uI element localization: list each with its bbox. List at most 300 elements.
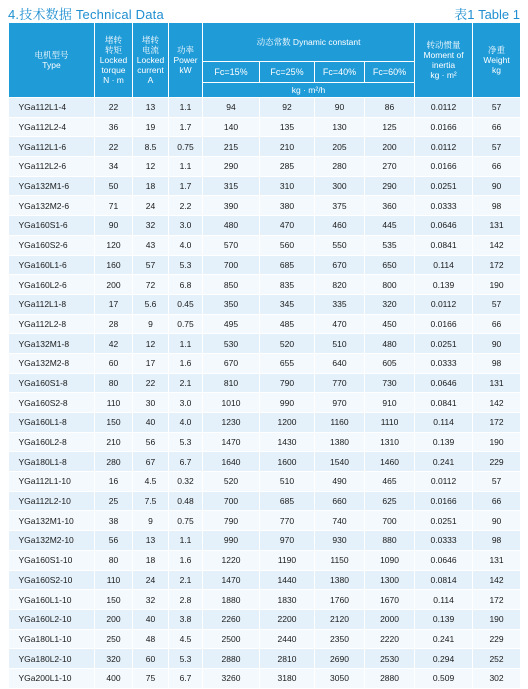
cell-type: YGa132M2-6 bbox=[9, 196, 95, 216]
cell-locked-torque: 25 bbox=[95, 491, 133, 511]
cell-locked-torque: 150 bbox=[95, 590, 133, 610]
cell-type: YGa160L1-10 bbox=[9, 590, 95, 610]
cell-moment-of-inertia: 0.0646 bbox=[415, 373, 473, 393]
cell-fc-40: 1150 bbox=[315, 550, 365, 570]
cell-locked-current: 17 bbox=[133, 353, 169, 373]
cell-fc-60: 625 bbox=[365, 491, 415, 511]
cell-fc-25: 2440 bbox=[260, 629, 315, 649]
cell-fc-15: 495 bbox=[203, 314, 260, 334]
cell-fc-15: 1220 bbox=[203, 550, 260, 570]
cell-fc-60: 320 bbox=[365, 294, 415, 314]
cell-fc-15: 520 bbox=[203, 472, 260, 492]
table-row bbox=[9, 452, 521, 472]
cell-weight: 190 bbox=[473, 432, 521, 452]
cell-locked-current: 24 bbox=[133, 570, 169, 590]
cell-locked-torque: 280 bbox=[95, 452, 133, 472]
cell-fc-25: 92 bbox=[260, 98, 315, 118]
cell-power: 6.8 bbox=[169, 275, 203, 295]
cell-locked-current: 13 bbox=[133, 531, 169, 551]
table-row bbox=[9, 334, 521, 354]
cell-fc-40: 470 bbox=[315, 314, 365, 334]
cell-type: YGa132M1-10 bbox=[9, 511, 95, 531]
cell-type: YGa160L2-10 bbox=[9, 609, 95, 629]
cell-fc-60: 700 bbox=[365, 511, 415, 531]
cell-locked-torque: 200 bbox=[95, 275, 133, 295]
cell-power: 1.1 bbox=[169, 531, 203, 551]
cell-fc-40: 660 bbox=[315, 491, 365, 511]
cell-power: 5.3 bbox=[169, 649, 203, 669]
cell-moment-of-inertia: 0.0251 bbox=[415, 176, 473, 196]
table-row bbox=[9, 275, 521, 295]
cell-locked-torque: 200 bbox=[95, 609, 133, 629]
cell-locked-current: 40 bbox=[133, 413, 169, 433]
cell-fc-25: 685 bbox=[260, 491, 315, 511]
cell-fc-15: 700 bbox=[203, 255, 260, 275]
table-row bbox=[9, 314, 521, 334]
cell-power: 4.0 bbox=[169, 413, 203, 433]
cell-locked-current: 9 bbox=[133, 511, 169, 531]
cell-fc-15: 530 bbox=[203, 334, 260, 354]
cell-moment-of-inertia: 0.509 bbox=[415, 668, 473, 688]
table-row bbox=[9, 137, 521, 157]
cell-type: YGa160L1-8 bbox=[9, 413, 95, 433]
cell-power: 5.3 bbox=[169, 255, 203, 275]
cell-fc-40: 280 bbox=[315, 157, 365, 177]
cell-locked-torque: 22 bbox=[95, 137, 133, 157]
cell-type: YGa132M1-6 bbox=[9, 176, 95, 196]
table-row bbox=[9, 629, 521, 649]
cell-locked-current: 32 bbox=[133, 216, 169, 236]
cell-locked-current: 4.5 bbox=[133, 472, 169, 492]
cell-power: 1.7 bbox=[169, 176, 203, 196]
cell-locked-current: 67 bbox=[133, 452, 169, 472]
cell-power: 1.7 bbox=[169, 117, 203, 137]
cell-weight: 142 bbox=[473, 235, 521, 255]
cell-fc-25: 1430 bbox=[260, 432, 315, 452]
cell-locked-current: 13 bbox=[133, 98, 169, 118]
cell-locked-current: 75 bbox=[133, 668, 169, 688]
cell-fc-40: 2350 bbox=[315, 629, 365, 649]
cell-fc-40: 740 bbox=[315, 511, 365, 531]
cell-fc-60: 880 bbox=[365, 531, 415, 551]
table-row bbox=[9, 176, 521, 196]
cell-fc-60: 445 bbox=[365, 216, 415, 236]
header-locked-torque: 堵转 转矩 Locked torque N · m bbox=[95, 23, 133, 98]
cell-fc-40: 1540 bbox=[315, 452, 365, 472]
cell-weight: 57 bbox=[473, 472, 521, 492]
cell-fc-15: 1010 bbox=[203, 393, 260, 413]
cell-type: YGa160S2-8 bbox=[9, 393, 95, 413]
cell-fc-40: 930 bbox=[315, 531, 365, 551]
table-row bbox=[9, 491, 521, 511]
cell-moment-of-inertia: 0.0166 bbox=[415, 314, 473, 334]
cell-locked-torque: 71 bbox=[95, 196, 133, 216]
cell-locked-current: 8.5 bbox=[133, 137, 169, 157]
table-row bbox=[9, 294, 521, 314]
cell-locked-torque: 38 bbox=[95, 511, 133, 531]
cell-fc-25: 345 bbox=[260, 294, 315, 314]
cell-weight: 66 bbox=[473, 491, 521, 511]
cell-moment-of-inertia: 0.0112 bbox=[415, 294, 473, 314]
cell-fc-60: 800 bbox=[365, 275, 415, 295]
cell-type: YGa180L1-8 bbox=[9, 452, 95, 472]
cell-locked-torque: 80 bbox=[95, 373, 133, 393]
cell-fc-40: 2120 bbox=[315, 609, 365, 629]
cell-moment-of-inertia: 0.139 bbox=[415, 609, 473, 629]
cell-weight: 66 bbox=[473, 117, 521, 137]
cell-fc-15: 2260 bbox=[203, 609, 260, 629]
cell-fc-60: 535 bbox=[365, 235, 415, 255]
cell-fc-40: 510 bbox=[315, 334, 365, 354]
cell-weight: 302 bbox=[473, 668, 521, 688]
cell-type: YGa112L2-10 bbox=[9, 491, 95, 511]
table-row bbox=[9, 531, 521, 551]
cell-fc-25: 655 bbox=[260, 353, 315, 373]
cell-fc-60: 1310 bbox=[365, 432, 415, 452]
cell-locked-current: 32 bbox=[133, 590, 169, 610]
cell-fc-40: 1380 bbox=[315, 432, 365, 452]
cell-moment-of-inertia: 0.114 bbox=[415, 413, 473, 433]
cell-power: 1.1 bbox=[169, 334, 203, 354]
cell-fc-40: 375 bbox=[315, 196, 365, 216]
cell-fc-40: 1760 bbox=[315, 590, 365, 610]
cell-locked-torque: 28 bbox=[95, 314, 133, 334]
cell-fc-60: 2220 bbox=[365, 629, 415, 649]
cell-fc-15: 850 bbox=[203, 275, 260, 295]
cell-type: YGa160S1-10 bbox=[9, 550, 95, 570]
cell-fc-15: 1470 bbox=[203, 432, 260, 452]
cell-moment-of-inertia: 0.0333 bbox=[415, 353, 473, 373]
cell-moment-of-inertia: 0.0112 bbox=[415, 137, 473, 157]
cell-fc-60: 910 bbox=[365, 393, 415, 413]
cell-locked-torque: 250 bbox=[95, 629, 133, 649]
cell-fc-25: 1200 bbox=[260, 413, 315, 433]
cell-type: YGa160S1-8 bbox=[9, 373, 95, 393]
cell-power: 0.75 bbox=[169, 137, 203, 157]
cell-type: YGa160S2-6 bbox=[9, 235, 95, 255]
cell-fc-15: 2500 bbox=[203, 629, 260, 649]
cell-locked-current: 60 bbox=[133, 649, 169, 669]
table-row bbox=[9, 393, 521, 413]
cell-type: YGa160L1-6 bbox=[9, 255, 95, 275]
cell-fc-25: 470 bbox=[260, 216, 315, 236]
cell-fc-15: 140 bbox=[203, 117, 260, 137]
cell-power: 0.75 bbox=[169, 511, 203, 531]
title-bar bbox=[8, 0, 520, 22]
cell-fc-15: 670 bbox=[203, 353, 260, 373]
cell-power: 1.1 bbox=[169, 157, 203, 177]
table-row bbox=[9, 649, 521, 669]
cell-moment-of-inertia: 0.241 bbox=[415, 629, 473, 649]
cell-locked-torque: 90 bbox=[95, 216, 133, 236]
header-fc-15: Fc=15% bbox=[203, 62, 260, 83]
table-row bbox=[9, 432, 521, 452]
cell-fc-15: 94 bbox=[203, 98, 260, 118]
cell-type: YGa160L2-8 bbox=[9, 432, 95, 452]
cell-locked-current: 57 bbox=[133, 255, 169, 275]
cell-fc-60: 1090 bbox=[365, 550, 415, 570]
cell-fc-60: 270 bbox=[365, 157, 415, 177]
cell-locked-current: 40 bbox=[133, 609, 169, 629]
cell-locked-current: 18 bbox=[133, 550, 169, 570]
cell-fc-60: 480 bbox=[365, 334, 415, 354]
cell-fc-15: 290 bbox=[203, 157, 260, 177]
cell-type: YGa180L1-10 bbox=[9, 629, 95, 649]
table-body bbox=[9, 98, 521, 689]
cell-moment-of-inertia: 0.139 bbox=[415, 275, 473, 295]
cell-fc-40: 90 bbox=[315, 98, 365, 118]
cell-weight: 142 bbox=[473, 393, 521, 413]
cell-locked-current: 19 bbox=[133, 117, 169, 137]
cell-fc-25: 520 bbox=[260, 334, 315, 354]
cell-locked-current: 12 bbox=[133, 334, 169, 354]
table-row bbox=[9, 235, 521, 255]
cell-weight: 90 bbox=[473, 334, 521, 354]
cell-fc-40: 3050 bbox=[315, 668, 365, 688]
cell-type: YGa132M2-10 bbox=[9, 531, 95, 551]
cell-weight: 131 bbox=[473, 550, 521, 570]
cell-locked-current: 72 bbox=[133, 275, 169, 295]
cell-locked-current: 24 bbox=[133, 196, 169, 216]
cell-moment-of-inertia: 0.0841 bbox=[415, 393, 473, 413]
cell-fc-60: 2880 bbox=[365, 668, 415, 688]
cell-weight: 172 bbox=[473, 255, 521, 275]
cell-fc-40: 640 bbox=[315, 353, 365, 373]
cell-type: YGa112L1-10 bbox=[9, 472, 95, 492]
cell-fc-60: 650 bbox=[365, 255, 415, 275]
cell-fc-25: 1190 bbox=[260, 550, 315, 570]
cell-fc-40: 2690 bbox=[315, 649, 365, 669]
cell-moment-of-inertia: 0.139 bbox=[415, 432, 473, 452]
cell-power: 1.6 bbox=[169, 353, 203, 373]
cell-fc-40: 820 bbox=[315, 275, 365, 295]
cell-fc-25: 1440 bbox=[260, 570, 315, 590]
cell-moment-of-inertia: 0.241 bbox=[415, 452, 473, 472]
cell-power: 1.1 bbox=[169, 98, 203, 118]
cell-locked-torque: 56 bbox=[95, 531, 133, 551]
cell-fc-15: 480 bbox=[203, 216, 260, 236]
header-dynamic-unit: kg · m²/h bbox=[203, 83, 415, 98]
cell-fc-15: 390 bbox=[203, 196, 260, 216]
cell-fc-25: 2810 bbox=[260, 649, 315, 669]
cell-weight: 57 bbox=[473, 98, 521, 118]
cell-fc-15: 700 bbox=[203, 491, 260, 511]
table-row bbox=[9, 196, 521, 216]
cell-fc-25: 2200 bbox=[260, 609, 315, 629]
cell-fc-60: 2000 bbox=[365, 609, 415, 629]
cell-type: YGa160L2-6 bbox=[9, 275, 95, 295]
cell-fc-60: 1670 bbox=[365, 590, 415, 610]
cell-locked-torque: 17 bbox=[95, 294, 133, 314]
cell-weight: 131 bbox=[473, 216, 521, 236]
cell-locked-current: 43 bbox=[133, 235, 169, 255]
cell-fc-15: 1230 bbox=[203, 413, 260, 433]
cell-type: YGa200L1-10 bbox=[9, 668, 95, 688]
table-row bbox=[9, 373, 521, 393]
cell-fc-25: 770 bbox=[260, 511, 315, 531]
table-row bbox=[9, 511, 521, 531]
header-type: 电机型号 Type bbox=[9, 23, 95, 98]
cell-fc-60: 465 bbox=[365, 472, 415, 492]
cell-moment-of-inertia: 0.0251 bbox=[415, 511, 473, 531]
cell-fc-25: 970 bbox=[260, 531, 315, 551]
section-title: 4.技术数据 Technical Data bbox=[8, 7, 164, 22]
cell-fc-40: 335 bbox=[315, 294, 365, 314]
cell-moment-of-inertia: 0.0814 bbox=[415, 570, 473, 590]
cell-fc-15: 2880 bbox=[203, 649, 260, 669]
cell-fc-60: 1300 bbox=[365, 570, 415, 590]
cell-locked-torque: 34 bbox=[95, 157, 133, 177]
cell-weight: 131 bbox=[473, 373, 521, 393]
cell-locked-torque: 120 bbox=[95, 235, 133, 255]
cell-power: 4.5 bbox=[169, 629, 203, 649]
cell-locked-current: 30 bbox=[133, 393, 169, 413]
cell-moment-of-inertia: 0.114 bbox=[415, 590, 473, 610]
cell-moment-of-inertia: 0.0112 bbox=[415, 98, 473, 118]
cell-locked-torque: 60 bbox=[95, 353, 133, 373]
cell-weight: 98 bbox=[473, 196, 521, 216]
cell-fc-15: 990 bbox=[203, 531, 260, 551]
cell-fc-60: 730 bbox=[365, 373, 415, 393]
cell-fc-40: 770 bbox=[315, 373, 365, 393]
cell-fc-40: 130 bbox=[315, 117, 365, 137]
table-row bbox=[9, 570, 521, 590]
cell-locked-torque: 320 bbox=[95, 649, 133, 669]
cell-fc-60: 125 bbox=[365, 117, 415, 137]
cell-moment-of-inertia: 0.294 bbox=[415, 649, 473, 669]
cell-type: YGa180L2-10 bbox=[9, 649, 95, 669]
cell-moment-of-inertia: 0.0333 bbox=[415, 531, 473, 551]
cell-power: 3.8 bbox=[169, 609, 203, 629]
cell-locked-torque: 36 bbox=[95, 117, 133, 137]
cell-weight: 90 bbox=[473, 176, 521, 196]
table-row bbox=[9, 472, 521, 492]
cell-locked-current: 18 bbox=[133, 176, 169, 196]
cell-weight: 229 bbox=[473, 452, 521, 472]
cell-fc-15: 350 bbox=[203, 294, 260, 314]
cell-fc-25: 1600 bbox=[260, 452, 315, 472]
cell-moment-of-inertia: 0.0251 bbox=[415, 334, 473, 354]
cell-weight: 190 bbox=[473, 609, 521, 629]
cell-fc-25: 210 bbox=[260, 137, 315, 157]
cell-fc-25: 485 bbox=[260, 314, 315, 334]
cell-locked-torque: 110 bbox=[95, 393, 133, 413]
cell-fc-15: 215 bbox=[203, 137, 260, 157]
cell-weight: 172 bbox=[473, 590, 521, 610]
cell-fc-40: 1380 bbox=[315, 570, 365, 590]
cell-locked-torque: 110 bbox=[95, 570, 133, 590]
cell-type: YGa132M1-8 bbox=[9, 334, 95, 354]
cell-fc-60: 360 bbox=[365, 196, 415, 216]
cell-fc-60: 290 bbox=[365, 176, 415, 196]
cell-type: YGa112L2-4 bbox=[9, 117, 95, 137]
cell-fc-60: 2530 bbox=[365, 649, 415, 669]
cell-weight: 229 bbox=[473, 629, 521, 649]
cell-fc-15: 810 bbox=[203, 373, 260, 393]
cell-fc-40: 300 bbox=[315, 176, 365, 196]
cell-fc-15: 3260 bbox=[203, 668, 260, 688]
table-row bbox=[9, 117, 521, 137]
cell-fc-40: 205 bbox=[315, 137, 365, 157]
cell-fc-25: 560 bbox=[260, 235, 315, 255]
cell-locked-current: 5.6 bbox=[133, 294, 169, 314]
cell-fc-60: 1460 bbox=[365, 452, 415, 472]
cell-fc-40: 460 bbox=[315, 216, 365, 236]
cell-weight: 98 bbox=[473, 353, 521, 373]
table-row bbox=[9, 157, 521, 177]
cell-locked-torque: 150 bbox=[95, 413, 133, 433]
technical-data-table bbox=[8, 22, 521, 689]
cell-power: 0.32 bbox=[169, 472, 203, 492]
cell-locked-torque: 80 bbox=[95, 550, 133, 570]
cell-moment-of-inertia: 0.0166 bbox=[415, 157, 473, 177]
header-moment-of-inertia: 转动惯量 Moment of inertia kg · m² bbox=[415, 23, 473, 98]
cell-fc-60: 450 bbox=[365, 314, 415, 334]
table-row bbox=[9, 98, 521, 118]
cell-moment-of-inertia: 0.0646 bbox=[415, 550, 473, 570]
cell-locked-current: 12 bbox=[133, 157, 169, 177]
cell-moment-of-inertia: 0.0646 bbox=[415, 216, 473, 236]
cell-locked-current: 22 bbox=[133, 373, 169, 393]
table-row bbox=[9, 609, 521, 629]
cell-weight: 57 bbox=[473, 294, 521, 314]
cell-locked-torque: 50 bbox=[95, 176, 133, 196]
cell-power: 0.75 bbox=[169, 314, 203, 334]
cell-moment-of-inertia: 0.0112 bbox=[415, 472, 473, 492]
cell-fc-60: 200 bbox=[365, 137, 415, 157]
cell-locked-current: 56 bbox=[133, 432, 169, 452]
cell-fc-60: 605 bbox=[365, 353, 415, 373]
header-weight: 净重 Weight kg bbox=[473, 23, 521, 98]
cell-fc-60: 1110 bbox=[365, 413, 415, 433]
cell-weight: 98 bbox=[473, 531, 521, 551]
cell-fc-40: 970 bbox=[315, 393, 365, 413]
cell-power: 3.0 bbox=[169, 393, 203, 413]
cell-weight: 90 bbox=[473, 511, 521, 531]
header-fc-25: Fc=25% bbox=[260, 62, 315, 83]
cell-locked-torque: 400 bbox=[95, 668, 133, 688]
cell-fc-25: 685 bbox=[260, 255, 315, 275]
cell-locked-torque: 22 bbox=[95, 98, 133, 118]
cell-fc-25: 135 bbox=[260, 117, 315, 137]
cell-fc-40: 670 bbox=[315, 255, 365, 275]
table-label: 表1 Table 1 bbox=[454, 7, 520, 22]
cell-moment-of-inertia: 0.0333 bbox=[415, 196, 473, 216]
header-power: 功率 Power kW bbox=[169, 23, 203, 98]
header-fc-40: Fc=40% bbox=[315, 62, 365, 83]
cell-fc-25: 310 bbox=[260, 176, 315, 196]
table-row bbox=[9, 353, 521, 373]
cell-power: 2.1 bbox=[169, 373, 203, 393]
cell-fc-25: 790 bbox=[260, 373, 315, 393]
cell-locked-torque: 210 bbox=[95, 432, 133, 452]
table-row bbox=[9, 550, 521, 570]
cell-locked-torque: 160 bbox=[95, 255, 133, 275]
cell-power: 4.0 bbox=[169, 235, 203, 255]
cell-fc-25: 380 bbox=[260, 196, 315, 216]
cell-fc-25: 510 bbox=[260, 472, 315, 492]
cell-type: YGa160S1-6 bbox=[9, 216, 95, 236]
cell-fc-15: 570 bbox=[203, 235, 260, 255]
cell-type: YGa160S2-10 bbox=[9, 570, 95, 590]
cell-moment-of-inertia: 0.0166 bbox=[415, 491, 473, 511]
cell-fc-25: 3180 bbox=[260, 668, 315, 688]
header-dynamic-constant: 动态常数 Dynamic constant bbox=[203, 23, 415, 62]
table-row bbox=[9, 413, 521, 433]
cell-fc-15: 1470 bbox=[203, 570, 260, 590]
cell-power: 6.7 bbox=[169, 452, 203, 472]
cell-weight: 172 bbox=[473, 413, 521, 433]
